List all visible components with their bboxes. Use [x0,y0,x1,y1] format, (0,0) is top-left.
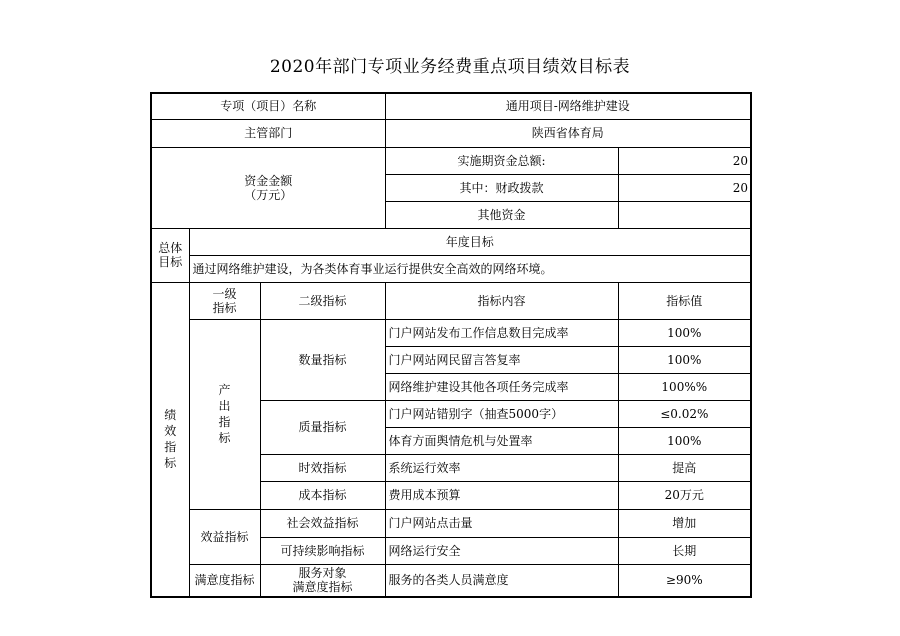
funds-other-value [618,201,751,228]
indicator-content: 体育方面舆情危机与处置率 [385,427,618,454]
indicator-value: 长期 [618,537,751,564]
indicator-content: 费用成本预算 [385,481,618,509]
indicator-content: 门户网站点击量 [385,509,618,537]
performance-side-char: 标 [164,456,177,471]
header-content: 指标内容 [385,282,618,319]
page-title: 2020年部门专项业务经费重点项目绩效目标表 [269,57,631,77]
indicator-content: 网络运行安全 [385,537,618,564]
performance-side-label [151,282,189,597]
indicator-value: 100%% [618,373,751,400]
indicator-value: ≤0.02% [618,400,751,427]
indicator-content: 门户网站网民留言答复率 [385,346,618,373]
funds-total-value: 20 [618,147,751,174]
table-row [151,119,751,147]
overall-goal-label-line1: 总体 [158,241,183,255]
funds-total-label: 实施期资金总额: [385,147,618,174]
overall-goal-label-line2: 目标 [158,255,183,269]
table-row [151,147,751,174]
performance-goal-table [150,92,752,598]
header-level2: 二级指标 [260,282,385,319]
table-row [151,255,751,282]
department-label: 主管部门 [151,119,385,147]
indicator-value: 20万元 [618,481,751,509]
table-row [151,93,751,119]
header-level1-line1: 一级 [212,286,237,301]
sustainable-impact-label: 可持续影响指标 [260,537,385,564]
header-level1-line2: 指标 [212,300,237,315]
year-goal-text: 通过网络维护建设，为各类体育事业运行提供安全高效的网络环境。 [189,255,751,282]
project-name-label: 专项（项目）名称 [151,93,385,119]
satisfaction-indicator-label: 满意度指标 [189,564,260,597]
funds-label [151,147,385,228]
service-satisfaction-line2: 满意度指标 [292,580,353,595]
funds-other-label: 其他资金 [385,201,618,228]
table-row [151,228,751,255]
output-label-char: 出 [218,399,231,413]
indicator-value: 100% [618,427,751,454]
indicator-value: 增加 [618,509,751,537]
performance-side-char: 指 [164,440,177,455]
output-label-char: 标 [218,431,231,445]
department-value: 陕西省体育局 [385,119,751,147]
indicator-content: 服务的各类人员满意度 [385,564,618,597]
performance-side-char: 效 [164,424,177,439]
project-name-value: 通用项目-网络维护建设 [385,93,751,119]
benefit-indicator-label: 效益指标 [189,509,260,564]
service-satisfaction-line1: 服务对象 [298,566,347,581]
table-row [151,564,751,597]
output-label-char: 指 [218,415,231,429]
indicator-value: 提高 [618,454,751,481]
header-value: 指标值 [618,282,751,319]
service-satisfaction-label [260,564,385,597]
performance-side-char: 绩 [164,408,177,423]
cost-indicator-label: 成本指标 [260,481,385,509]
social-benefit-label: 社会效益指标 [260,509,385,537]
funds-label-line1: 资金金额 [244,173,293,188]
overall-goal-label [151,228,189,282]
indicator-content: 系统运行效率 [385,454,618,481]
funds-label-line2: （万元） [244,187,293,202]
header-level1 [189,282,260,319]
table-row [151,319,751,346]
indicator-value: ≥90% [618,564,751,597]
table-row [151,509,751,537]
indicator-content: 网络维护建设其他各项任务完成率 [385,373,618,400]
year-goal-header: 年度目标 [189,228,751,255]
indicator-content: 门户网站错别字（抽查5000字） [385,400,618,427]
output-indicator-label [189,319,260,509]
indicator-value: 100% [618,319,751,346]
funds-finance-label: 其中：财政拨款 [385,174,618,201]
quantity-indicator-label: 数量指标 [260,319,385,400]
timeliness-indicator-label: 时效指标 [260,454,385,481]
quality-indicator-label: 质量指标 [260,400,385,454]
funds-finance-value: 20 [618,174,751,201]
table-row [151,282,751,319]
output-label-char: 产 [218,383,231,397]
indicator-content: 门户网站发布工作信息数目完成率 [385,319,618,346]
indicator-value: 100% [618,346,751,373]
